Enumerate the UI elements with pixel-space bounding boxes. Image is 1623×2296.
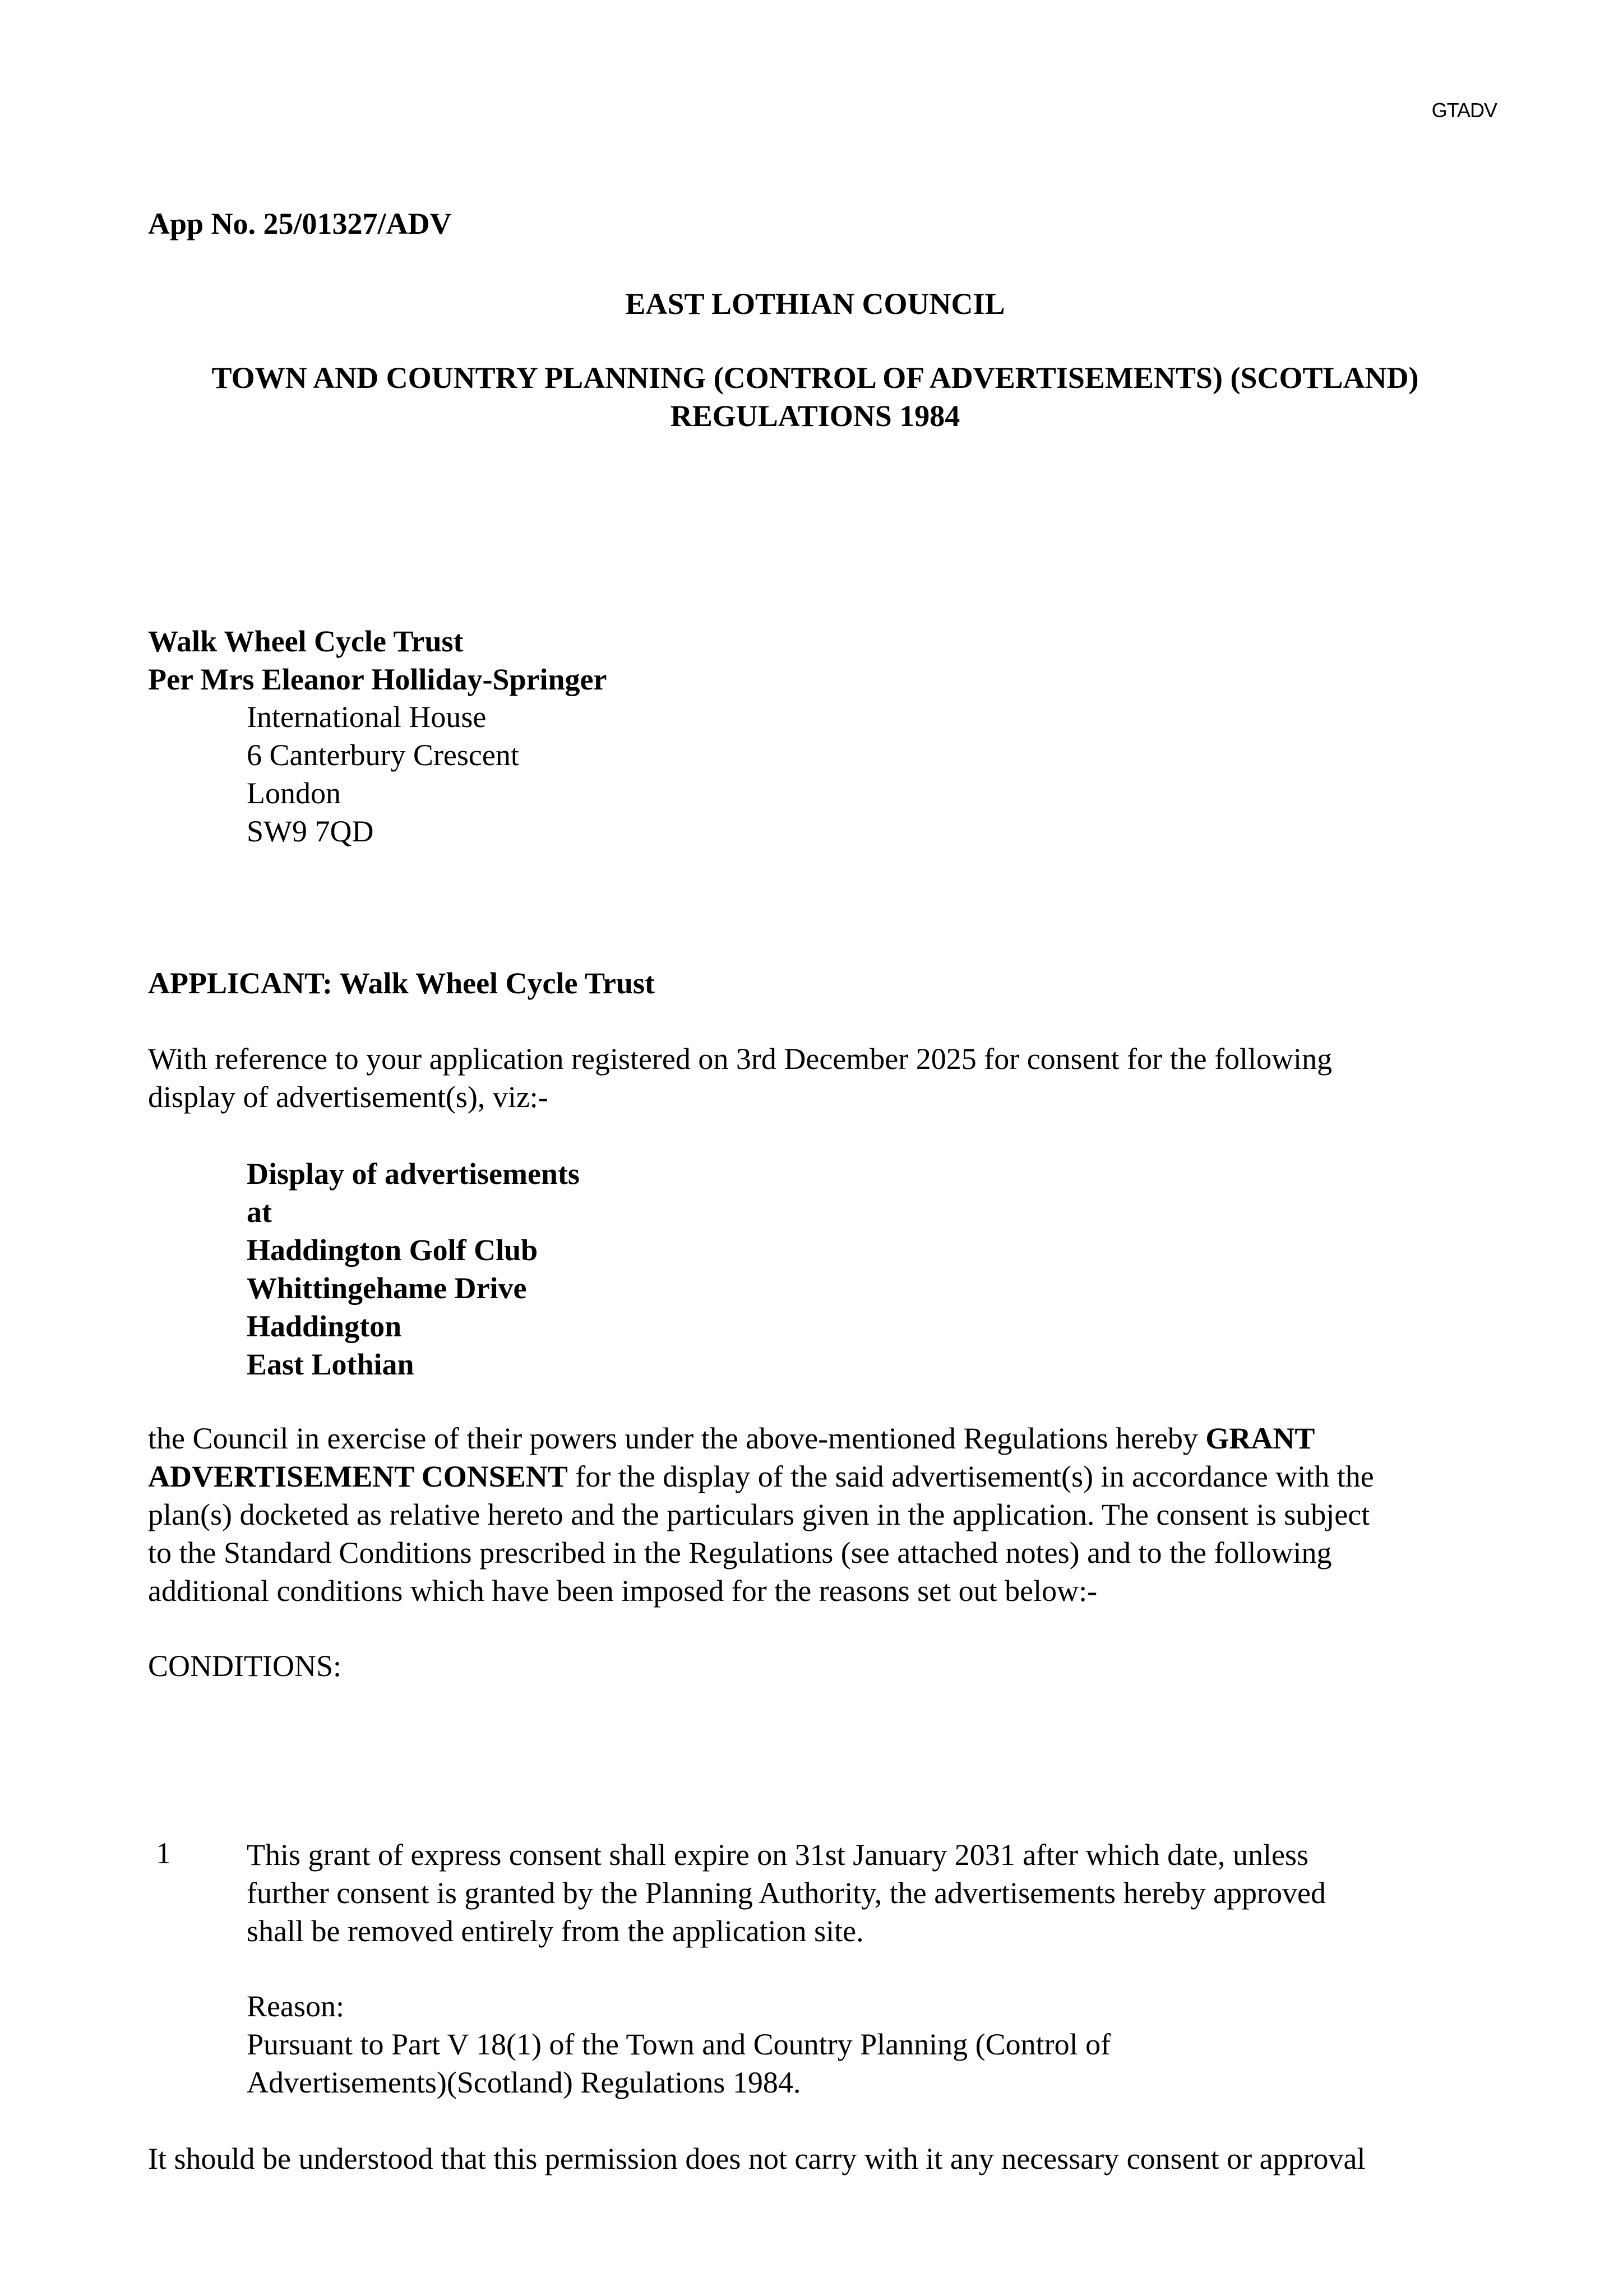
reference-line: With reference to your application registered on 3rd December 2025 for consent for the following [148,1042,1333,1076]
reference-line: display of advertisement(s), viz:- [148,1080,548,1114]
decision-consent-type: ADVERTISEMENT CONSENT [148,1460,568,1493]
decision-line: additional conditions which have been imposed for the reasons set out below:- [148,1574,1098,1608]
condition-line: shall be removed entirely from the application site. [247,1914,864,1948]
condition-line: further consent is granted by the Planning Authority, the advertisements hereby approved [247,1876,1326,1910]
proposal-line: Display of advertisements [247,1157,580,1191]
decision-paragraph [148,1419,1499,1610]
addressee-name: Walk Wheel Cycle Trust [148,624,464,658]
proposal-line: East Lothian [247,1348,414,1381]
proposal-line: Haddington Golf Club [247,1233,538,1267]
decision-line: plan(s) docketed as relative hereto and the particulars given in the application. The consent is subject [148,1498,1370,1531]
decision-line-2 [148,1457,1499,1496]
regulations-title-line: REGULATIONS 1984 [670,399,960,433]
applicant-line: APPLICANT: Walk Wheel Cycle Trust [148,966,655,1000]
address-line: SW9 7QD [247,814,374,848]
proposal-line: Whittingehame Drive [247,1271,527,1305]
decision-text: the Council in exercise of their powers under the above-mentioned Regulations hereby [148,1422,1206,1455]
application-number: App No. 25/01327/ADV [148,207,452,240]
proposal-description [247,1155,580,1383]
form-code: GTADV [1431,99,1497,122]
proposal-line: at [247,1195,272,1229]
conditions-heading: CONDITIONS: [148,1649,341,1683]
address-line: International House [247,700,487,734]
closing-line: It should be understood that this permission does not carry with it any necessary consent or approval [148,2142,1366,2175]
proposal-line: Haddington [247,1309,402,1343]
condition-reason [247,1987,1111,2101]
reference-paragraph [148,1040,1499,1116]
reason-label: Reason: [247,1989,344,2023]
regulations-title [148,359,1482,435]
decision-line-1 [148,1419,1499,1457]
address-line: London [247,776,341,810]
addressee-agent: Per Mrs Eleanor Holliday-Springer [148,663,607,696]
address-line: 6 Canterbury Crescent [247,738,519,772]
regulations-title-line: TOWN AND COUNTRY PLANNING (CONTROL OF ADVERTISEMENTS) (SCOTLAND) [211,361,1419,395]
council-name: EAST LOTHIAN COUNCIL [625,287,1005,321]
condition-number: 1 [156,1836,171,1870]
decision-grant: GRANT [1205,1422,1315,1455]
reason-line: Advertisements)(Scotland) Regulations 1984. [247,2066,801,2099]
reason-line: Pursuant to Part V 18(1) of the Town and Country Planning (Control of [247,2027,1111,2061]
condition-text [247,1836,1326,1950]
addressee-address [247,698,519,850]
decision-line: to the Standard Conditions prescribed in the Regulations (see attached notes) and to the following [148,1536,1332,1570]
condition-line: This grant of express consent shall expire on 31st January 2031 after which date, unless [247,1838,1309,1872]
decision-text: for the display of the said advertisement(s) in accordance with the [567,1460,1374,1493]
